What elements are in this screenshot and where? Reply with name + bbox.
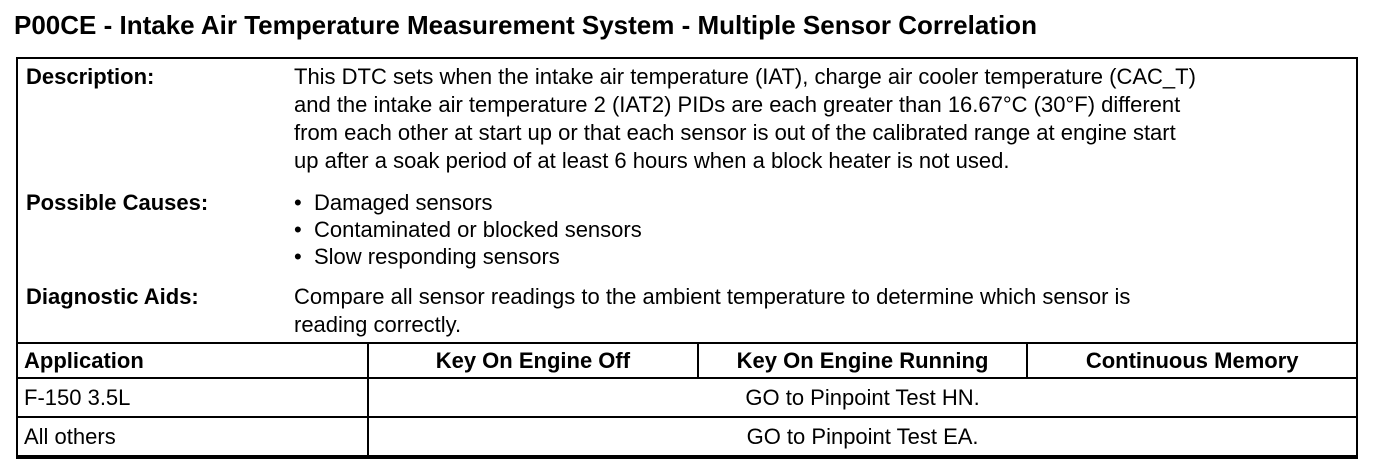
cause-text: Slow responding sensors [314, 244, 560, 269]
application-table [16, 342, 1358, 457]
description-line: and the intake air temperature 2 (IAT2) PIDs are each greater than 16.67°C (30°F) different [294, 92, 1181, 117]
description-label: Description: [26, 64, 155, 89]
cause-item [294, 216, 1354, 243]
diagnostic-aids-line: Compare all sensor readings to the ambient temperature to determine which sensor is [294, 284, 1131, 309]
header-key-on-engine-running: Key On Engine Running [698, 343, 1028, 378]
diagnostic-aids-text [294, 283, 1354, 339]
description-line: This DTC sets when the intake air temperature (IAT), charge air cooler temperature (CAC_T) [294, 64, 1196, 89]
page-title: P00CE - Intake Air Temperature Measurement System - Multiple Sensor Correlation [14, 10, 1037, 40]
application-cell: All others [17, 417, 368, 456]
application-cell: F-150 3.5L [17, 378, 368, 417]
possible-causes-list [294, 189, 1354, 270]
bullet-icon: • [294, 217, 302, 242]
action-cell: GO to Pinpoint Test HN. [368, 378, 1357, 417]
header-continuous-memory: Continuous Memory [1027, 343, 1357, 378]
bullet-icon: • [294, 190, 302, 215]
header-application: Application [17, 343, 368, 378]
action-cell: GO to Pinpoint Test EA. [368, 417, 1357, 456]
description-line: from each other at start up or that each sensor is out of the calibrated range at engine start [294, 120, 1176, 145]
description-text [294, 63, 1354, 175]
description-line: up after a soak period of at least 6 hours when a block heater is not used. [294, 148, 1010, 173]
cause-text: Contaminated or blocked sensors [314, 217, 642, 242]
table-row [17, 378, 1357, 417]
cause-item [294, 189, 1354, 216]
header-key-on-engine-off: Key On Engine Off [368, 343, 698, 378]
diagnostic-aids-line: reading correctly. [294, 312, 462, 337]
possible-causes-label: Possible Causes: [26, 190, 209, 215]
diagnostic-aids-label: Diagnostic Aids: [26, 284, 199, 309]
bullet-icon: • [294, 244, 302, 269]
cause-text: Damaged sensors [314, 190, 493, 215]
cause-item [294, 243, 1354, 270]
table-row [17, 417, 1357, 456]
table-header-row [17, 343, 1357, 378]
dtc-info-box [16, 57, 1358, 459]
